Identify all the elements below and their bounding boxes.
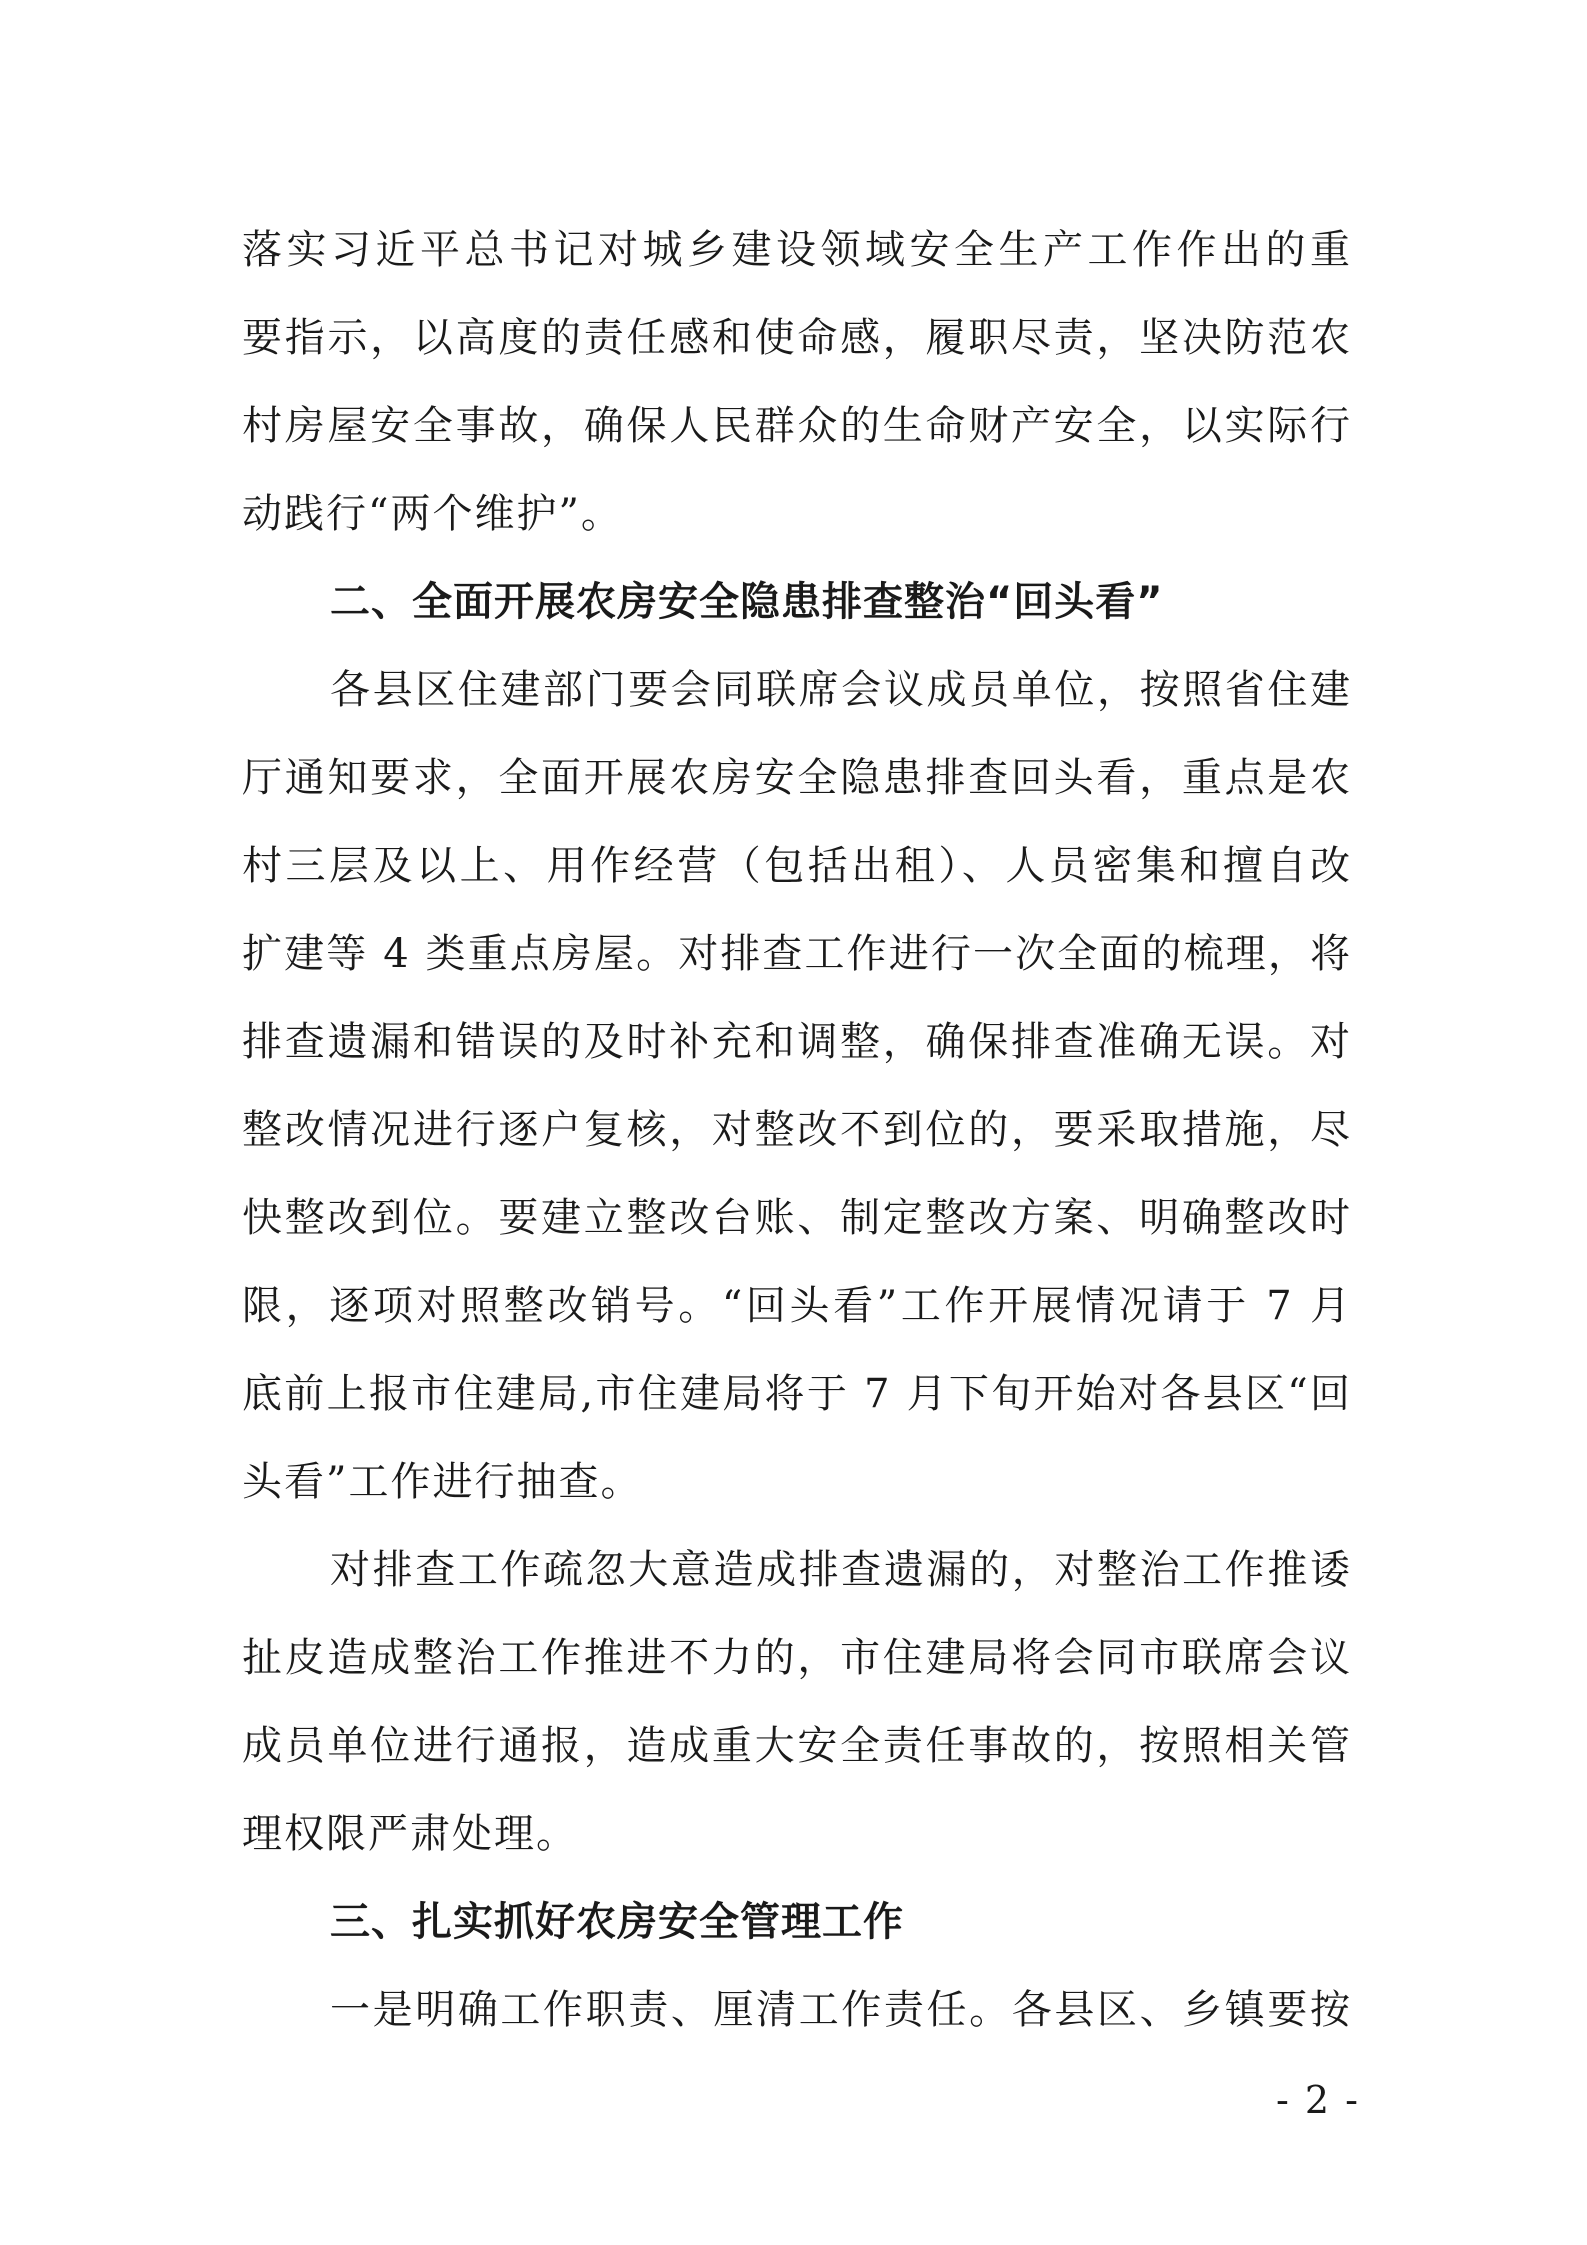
body-line: 理权限严肃处理。 xyxy=(242,1811,578,1857)
body-line: 一是明确工作职责、厘清工作责任。各县区、乡镇要按 xyxy=(330,1987,1352,2033)
body-line: 排查遗漏和错误的及时补充和调整，确保排查准确无误。对 xyxy=(242,1019,1352,1065)
body-line: 成员单位进行通报，造成重大安全责任事故的，按照相关管 xyxy=(242,1723,1352,1769)
body-line: 头看”工作进行抽查。 xyxy=(242,1459,643,1505)
body-line: 要指示，以高度的责任感和使命感，履职尽责，坚决防范农 xyxy=(242,315,1352,361)
body-line: 村房屋安全事故，确保人民群众的生命财产安全，以实际行 xyxy=(242,403,1352,449)
page-number: - 2 - xyxy=(1275,2078,1360,2122)
body-line: 底前上报市住建局,市住建局将于 7 月下旬开始对各县区“回 xyxy=(242,1371,1352,1417)
body-line: 各县区住建部门要会同联席会议成员单位，按照省住建 xyxy=(330,667,1352,713)
body-line: 落实习近平总书记对城乡建设领域安全生产工作作出的重 xyxy=(242,227,1352,273)
body-line: 动践行“两个维护”。 xyxy=(242,491,623,537)
section-heading: 三、扎实抓好农房安全管理工作 xyxy=(330,1899,904,1945)
body-line: 扩建等 4 类重点房屋。对排查工作进行一次全面的梳理，将 xyxy=(242,931,1352,977)
section-heading: 二、全面开展农房安全隐患排查整治“回头看” xyxy=(330,579,1164,625)
body-line: 快整改到位。要建立整改台账、制定整改方案、明确整改时 xyxy=(242,1195,1352,1241)
body-line: 限，逐项对照整改销号。“回头看”工作开展情况请于 7 月 xyxy=(242,1283,1352,1329)
body-line: 厅通知要求，全面开展农房安全隐患排查回头看，重点是农 xyxy=(242,755,1352,801)
body-line: 整改情况进行逐户复核，对整改不到位的，要采取措施，尽 xyxy=(242,1107,1352,1153)
body-line: 村三层及以上、用作经营（包括出租）、人员密集和擅自改 xyxy=(242,843,1352,889)
body-line: 对排查工作疏忽大意造成排查遗漏的，对整治工作推诿 xyxy=(330,1547,1352,1593)
body-line: 扯皮造成整治工作推进不力的，市住建局将会同市联席会议 xyxy=(242,1635,1352,1681)
